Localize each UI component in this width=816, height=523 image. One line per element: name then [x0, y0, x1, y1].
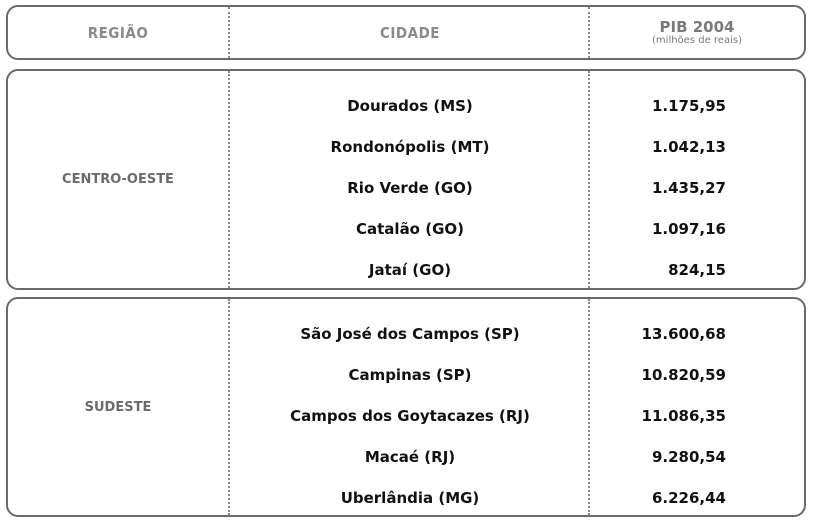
city-cell: Macaé (RJ)	[364, 447, 456, 466]
pib-cell: 1.435,27	[651, 178, 726, 197]
pib-cell: 9.280,54	[651, 447, 726, 466]
pib-column	[588, 71, 804, 288]
city-cell: Campinas (SP)	[348, 365, 472, 384]
pib-cell: 10.820,59	[641, 365, 726, 384]
region-cell	[8, 299, 228, 515]
pib-column-header: PIB 2004	[659, 17, 735, 36]
pib-cell: 1.175,95	[651, 96, 726, 115]
pib-cell: 1.042,13	[651, 137, 726, 156]
pib-column	[588, 299, 804, 515]
city-cell: Catalão (GO)	[356, 219, 464, 238]
city-cell: Rio Verde (GO)	[347, 178, 473, 197]
region-label-centro-oeste: CENTRO-OESTE	[62, 172, 174, 187]
region-header-cell	[8, 7, 228, 58]
region-column-header: REGIÃO	[87, 23, 149, 42]
centro-oeste-group	[6, 69, 806, 290]
city-header-cell	[228, 7, 590, 58]
city-cell: Dourados (MS)	[347, 96, 473, 115]
pib-cell: 11.086,35	[641, 406, 726, 425]
table-header	[6, 5, 806, 60]
pib-cell: 824,15	[668, 260, 726, 279]
city-cell: Rondonópolis (MT)	[330, 137, 490, 156]
pib-header-cell	[588, 7, 804, 58]
pib-cell: 13.600,68	[641, 324, 726, 343]
sudeste-group	[6, 297, 806, 517]
city-cell: São José dos Campos (SP)	[300, 324, 520, 343]
region-cell	[8, 71, 228, 288]
city-column-header: CIDADE	[380, 23, 440, 42]
city-cell: Jataí (GO)	[368, 260, 452, 279]
city-column	[228, 71, 590, 288]
city-cell: Campos dos Goytacazes (RJ)	[290, 406, 530, 425]
city-cell: Uberlândia (MG)	[340, 488, 480, 507]
region-label-sudeste: SUDESTE	[84, 399, 152, 415]
pib-cell: 6.226,44	[651, 488, 726, 507]
pib-cell: 1.097,16	[651, 219, 726, 238]
pib-unit-label: (milhões de reais)	[652, 34, 742, 46]
city-column	[228, 299, 590, 515]
